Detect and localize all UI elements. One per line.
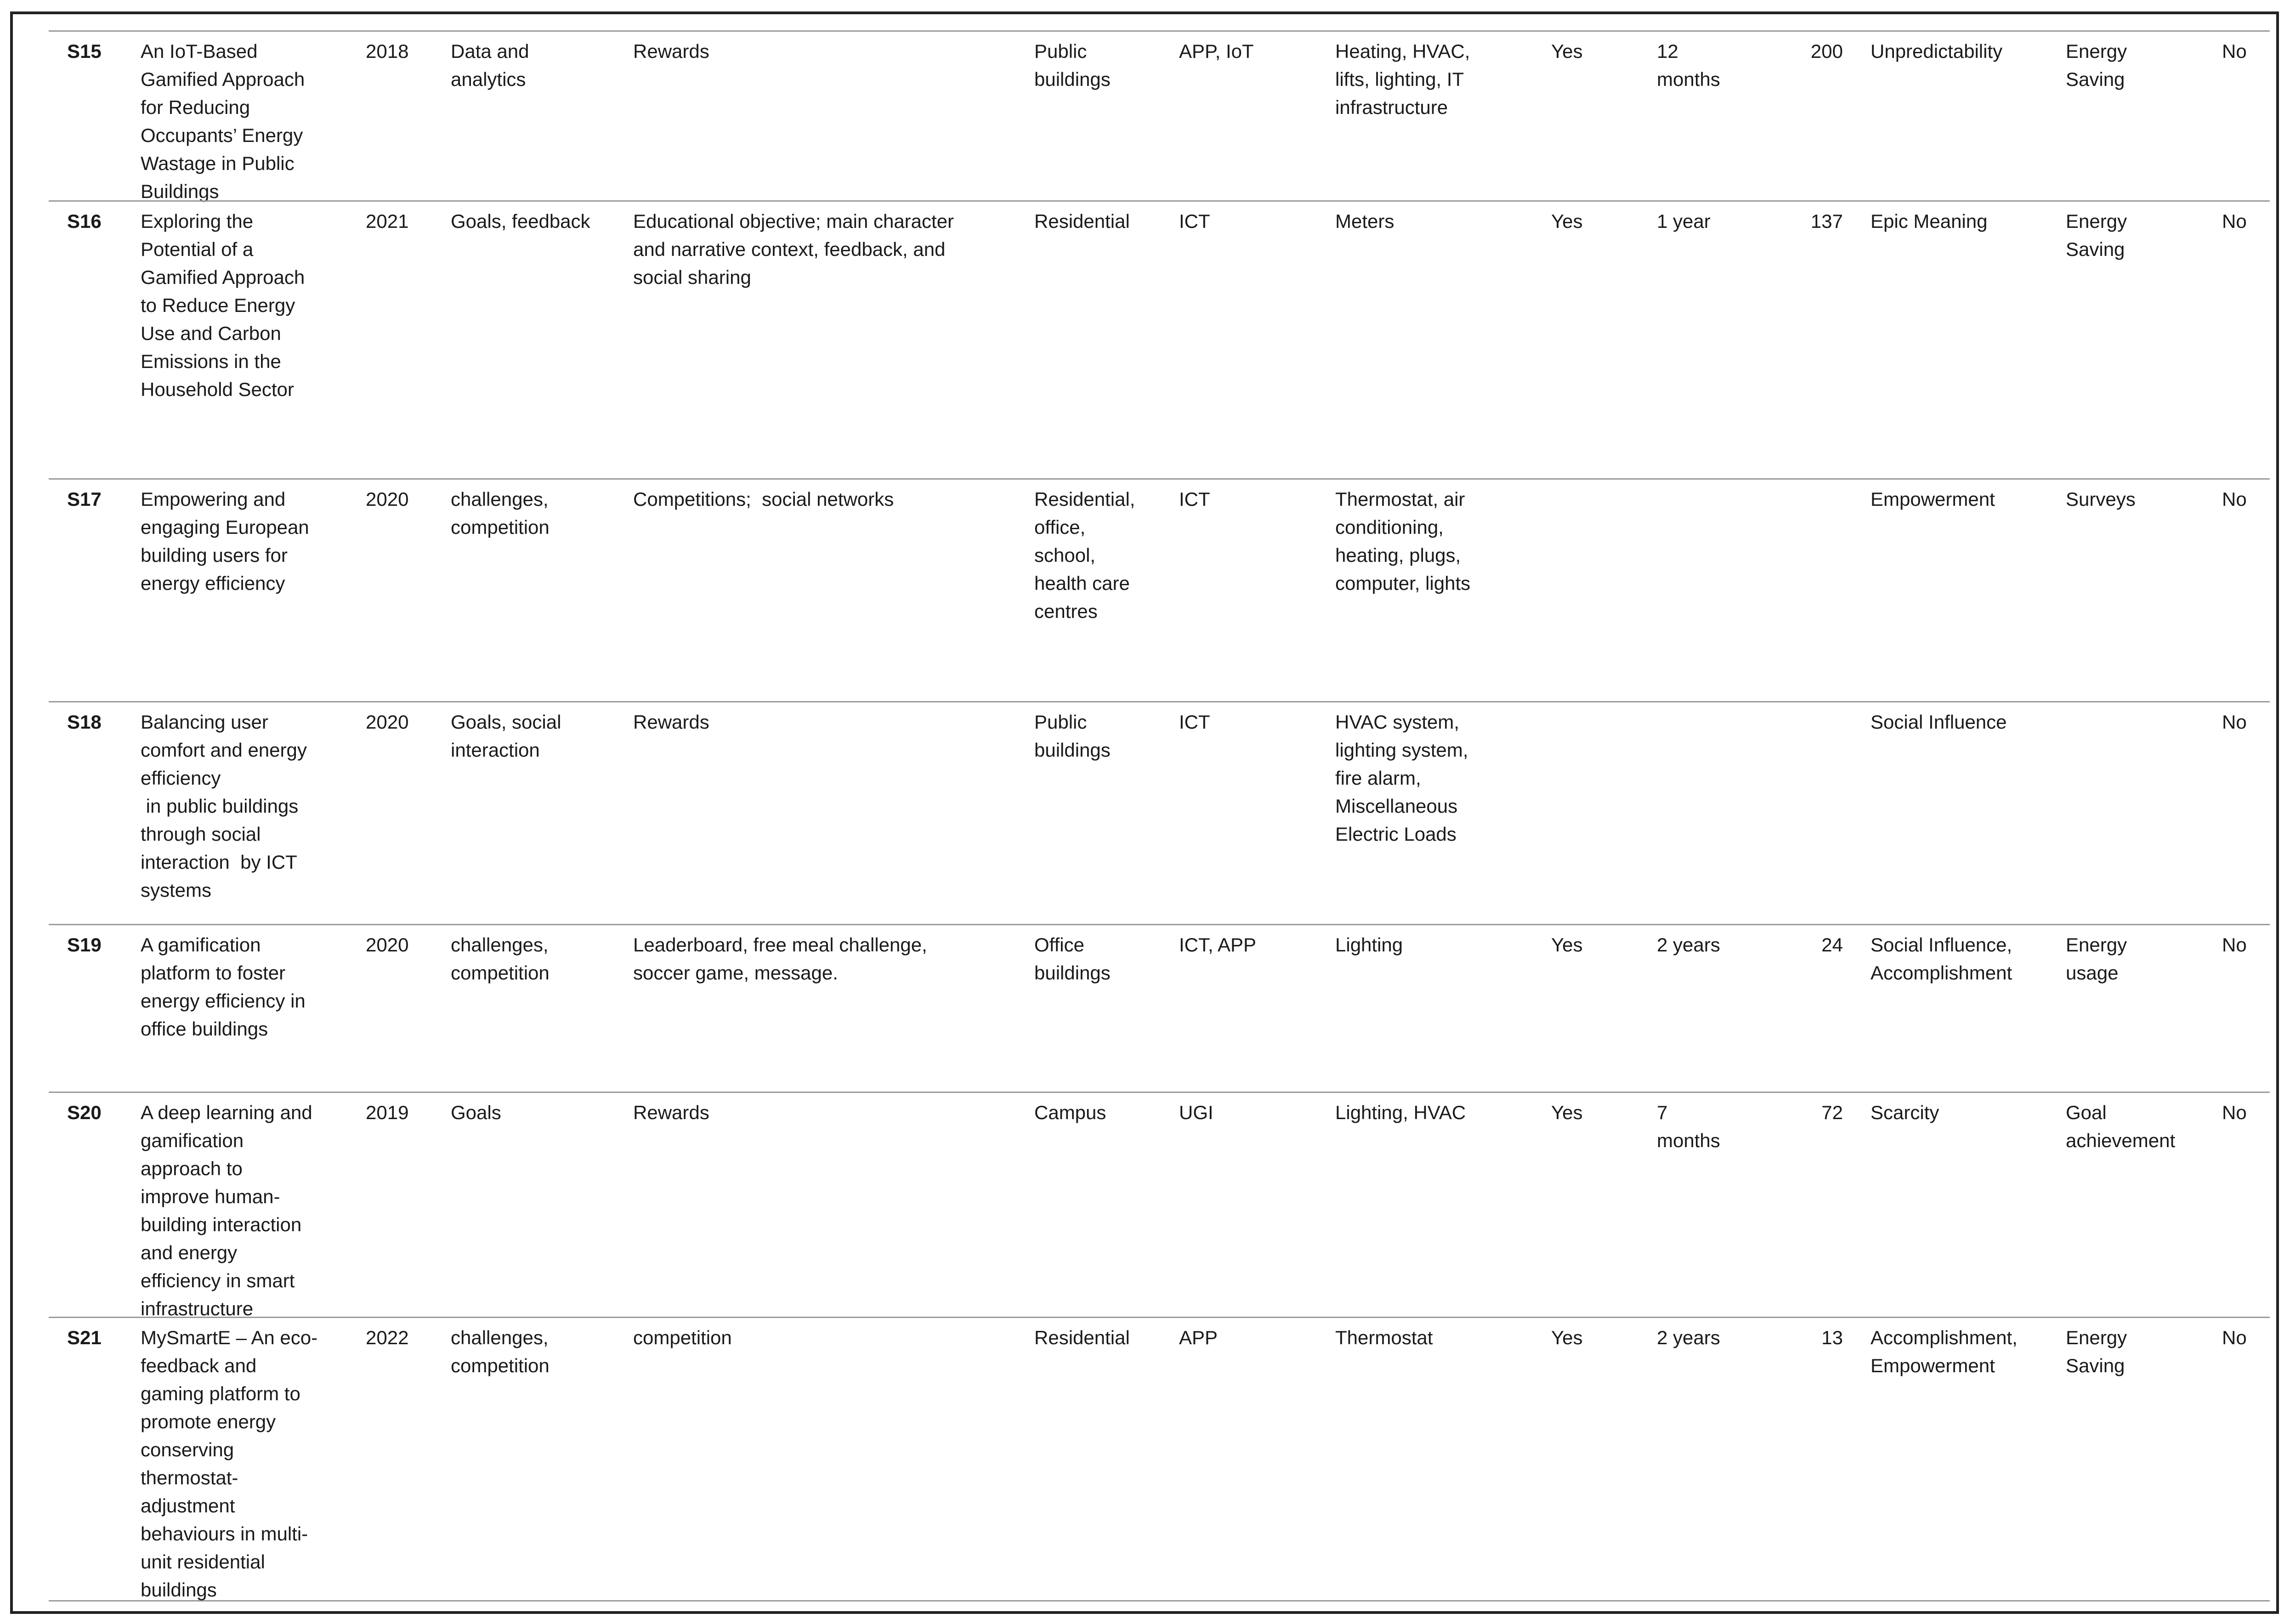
- building-systems: [1335, 931, 1519, 959]
- building-systems-line: HVAC system,: [1335, 711, 1459, 733]
- table-row: [49, 1317, 2270, 1601]
- game-elements: [451, 931, 625, 987]
- game-mechanics: [633, 485, 1001, 513]
- building-sector-line: Public: [1034, 40, 1087, 62]
- technology-line: UGI: [1179, 1102, 1213, 1123]
- field-study: Yes: [1551, 1327, 1583, 1348]
- evaluation-metric: [2066, 931, 2217, 987]
- field-study: Yes: [1551, 934, 1583, 956]
- core-drive: [1871, 485, 2054, 513]
- game-elements: [451, 485, 625, 541]
- study-title-line: infrastructure: [141, 1298, 254, 1319]
- building-systems-line: heating, plugs,: [1335, 544, 1461, 566]
- game-mechanics-line: Leaderboard, free meal challenge,: [633, 934, 927, 956]
- table-frame: [10, 11, 2279, 1614]
- study-title-line: Occupants’ Energy: [141, 124, 303, 146]
- core-drive-line: Empowerment: [1871, 1355, 1995, 1376]
- study-duration-line: 1 year: [1657, 210, 1711, 232]
- study-title-line: building users for: [141, 544, 288, 566]
- game-mechanics-line: soccer game, message.: [633, 962, 838, 984]
- game-mechanics-line: Rewards: [633, 711, 709, 733]
- building-sector-line: buildings: [1034, 962, 1111, 984]
- game-elements-line: challenges,: [451, 488, 549, 510]
- study-title: [141, 708, 334, 904]
- field-study: Yes: [1551, 40, 1583, 62]
- study-title-line: Balancing user: [141, 711, 268, 733]
- study-id: S15: [67, 40, 102, 62]
- study-duration-line: months: [1657, 1130, 1720, 1151]
- participants-count: 200: [1810, 40, 1843, 62]
- study-title-line: systems: [141, 879, 212, 901]
- evaluation-metric: [2066, 485, 2217, 513]
- building-systems-line: Thermostat: [1335, 1327, 1433, 1348]
- study-title-line: Buildings: [141, 181, 219, 202]
- study-title-line: approach to: [141, 1158, 243, 1179]
- building-sector-line: Office: [1034, 934, 1084, 956]
- building-sector-line: buildings: [1034, 68, 1111, 90]
- core-drive: [1871, 708, 2054, 736]
- evaluation-metric-line: Energy: [2066, 210, 2127, 232]
- last-column-value: No: [2222, 934, 2247, 956]
- building-systems-line: lighting system,: [1335, 739, 1468, 761]
- participants-count: 72: [1821, 1102, 1843, 1123]
- study-year: 2022: [366, 1327, 409, 1348]
- building-systems-line: fire alarm,: [1335, 767, 1421, 789]
- study-title: [141, 1098, 334, 1323]
- game-elements-line: Goals, feedback: [451, 210, 590, 232]
- core-drive-line: Scarcity: [1871, 1102, 1939, 1123]
- study-title-line: energy efficiency in: [141, 990, 306, 1012]
- technology-line: ICT, APP: [1179, 934, 1257, 956]
- game-elements-line: challenges,: [451, 1327, 549, 1348]
- technology: [1179, 207, 1317, 235]
- core-drive-line: Epic Meaning: [1871, 210, 1988, 232]
- study-title-line: A deep learning and: [141, 1102, 312, 1123]
- last-column-value: No: [2222, 210, 2247, 232]
- table-row: [49, 924, 2270, 1092]
- building-sector: [1034, 37, 1154, 93]
- study-title: [141, 1324, 334, 1604]
- study-title-line: building interaction: [141, 1214, 302, 1235]
- game-mechanics-line: and narrative context, feedback, and: [633, 238, 946, 260]
- participants-count: 137: [1810, 210, 1843, 232]
- game-elements-line: challenges,: [451, 934, 549, 956]
- game-elements-line: Data and: [451, 40, 529, 62]
- technology: [1179, 1324, 1317, 1352]
- game-elements-line: competition: [451, 962, 550, 984]
- building-systems-line: Electric Loads: [1335, 823, 1457, 845]
- study-title-line: in public buildings: [141, 795, 299, 817]
- evaluation-metric: [2066, 1324, 2217, 1380]
- study-duration: [1657, 1098, 1758, 1154]
- study-title-line: gaming platform to: [141, 1383, 300, 1404]
- building-systems-line: Heating, HVAC,: [1335, 40, 1470, 62]
- evaluation-metric: [2066, 207, 2217, 263]
- study-title-line: to Reduce Energy: [141, 294, 295, 316]
- study-title-line: feedback and: [141, 1355, 257, 1376]
- game-mechanics-line: competition: [633, 1327, 732, 1348]
- game-elements-line: Goals: [451, 1102, 501, 1123]
- study-title-line: platform to foster: [141, 962, 286, 984]
- building-systems-line: Miscellaneous: [1335, 795, 1458, 817]
- game-mechanics: [633, 1098, 1001, 1126]
- building-sector-line: Residential,: [1034, 488, 1135, 510]
- table-row: [49, 478, 2270, 701]
- technology: [1179, 1098, 1317, 1126]
- study-year: 2020: [366, 711, 409, 733]
- participants-count: 24: [1821, 934, 1843, 956]
- technology-line: APP, IoT: [1179, 40, 1254, 62]
- study-year: 2018: [366, 40, 409, 62]
- study-duration-line: 7: [1657, 1102, 1668, 1123]
- building-sector-line: Campus: [1034, 1102, 1106, 1123]
- building-sector: [1034, 1098, 1154, 1126]
- field-study: Yes: [1551, 210, 1583, 232]
- core-drive: [1871, 1324, 2054, 1380]
- game-elements: [451, 207, 625, 235]
- building-sector: [1034, 207, 1154, 235]
- game-mechanics-line: Rewards: [633, 1102, 709, 1123]
- core-drive-line: Social Influence,: [1871, 934, 2012, 956]
- building-sector-line: health care: [1034, 572, 1130, 594]
- study-title-line: thermostat-: [141, 1467, 238, 1488]
- study-title: [141, 931, 334, 1043]
- building-sector: [1034, 1324, 1154, 1352]
- game-mechanics: [633, 37, 1001, 65]
- study-title-line: comfort and energy: [141, 739, 307, 761]
- study-title-line: efficiency in smart: [141, 1270, 295, 1291]
- participants-count: 13: [1821, 1327, 1843, 1348]
- study-title-line: Potential of a: [141, 238, 254, 260]
- core-drive: [1871, 931, 2054, 987]
- study-title-line: improve human-: [141, 1186, 280, 1207]
- building-systems-line: lifts, lighting, IT: [1335, 68, 1464, 90]
- study-title-line: Household Sector: [141, 379, 294, 400]
- game-elements-line: competition: [451, 1355, 550, 1376]
- study-title-line: energy efficiency: [141, 572, 285, 594]
- building-sector-line: centres: [1034, 600, 1098, 622]
- evaluation-metric-line: achievement: [2066, 1130, 2176, 1151]
- evaluation-metric-line: Surveys: [2066, 488, 2136, 510]
- study-title-line: A gamification: [141, 934, 261, 956]
- building-sector: [1034, 708, 1154, 764]
- study-title-line: engaging European: [141, 516, 309, 538]
- building-sector: [1034, 485, 1154, 625]
- study-title-line: through social: [141, 823, 261, 845]
- study-title-line: unit residential: [141, 1551, 265, 1573]
- evaluation-metric-line: Energy: [2066, 934, 2127, 956]
- core-drive-line: Social Influence: [1871, 711, 2007, 733]
- evaluation-metric-line: Goal: [2066, 1102, 2107, 1123]
- game-elements: [451, 708, 625, 764]
- study-title-line: Gamified Approach: [141, 68, 305, 90]
- evaluation-metric-line: usage: [2066, 962, 2119, 984]
- last-column-value: No: [2222, 1327, 2247, 1348]
- technology-line: ICT: [1179, 210, 1210, 232]
- technology: [1179, 485, 1317, 513]
- study-title-line: conserving: [141, 1439, 234, 1460]
- study-title-line: efficiency: [141, 767, 221, 789]
- building-systems-line: Thermostat, air: [1335, 488, 1465, 510]
- building-systems: [1335, 1098, 1519, 1126]
- building-systems: [1335, 1324, 1519, 1352]
- building-systems: [1335, 37, 1519, 121]
- core-drive-line: Accomplishment,: [1871, 1327, 2018, 1348]
- study-title: [141, 37, 334, 205]
- study-title-line: behaviours in multi-: [141, 1523, 308, 1545]
- study-title-line: Empowering and: [141, 488, 286, 510]
- game-mechanics: [633, 1324, 1001, 1352]
- evaluation-metric-line: Saving: [2066, 1355, 2125, 1376]
- study-title: [141, 207, 334, 403]
- last-column-value: No: [2222, 40, 2247, 62]
- study-title-line: office buildings: [141, 1018, 268, 1040]
- building-systems-line: Lighting: [1335, 934, 1403, 956]
- game-mechanics: [633, 207, 1001, 291]
- game-mechanics-line: Educational objective; main character: [633, 210, 954, 232]
- table-row: [49, 1092, 2270, 1317]
- study-id: S17: [67, 488, 102, 510]
- study-duration-line: months: [1657, 68, 1720, 90]
- game-elements: [451, 1098, 625, 1126]
- study-id: S21: [67, 1327, 102, 1348]
- game-elements-line: interaction: [451, 739, 540, 761]
- building-systems: [1335, 207, 1519, 235]
- building-sector-line: buildings: [1034, 739, 1111, 761]
- evaluation-metric-line: Energy: [2066, 40, 2127, 62]
- study-year: 2019: [366, 1102, 409, 1123]
- study-title-line: Exploring the: [141, 210, 254, 232]
- study-title-line: Gamified Approach: [141, 266, 305, 288]
- study-year: 2020: [366, 488, 409, 510]
- building-systems-line: conditioning,: [1335, 516, 1444, 538]
- study-title-line: for Reducing: [141, 96, 250, 118]
- last-column-value: No: [2222, 1102, 2247, 1123]
- study-title-line: gamification: [141, 1130, 244, 1151]
- technology: [1179, 931, 1317, 959]
- game-elements: [451, 1324, 625, 1380]
- building-sector-line: school,: [1034, 544, 1096, 566]
- building-sector-line: Residential: [1034, 1327, 1130, 1348]
- field-study: Yes: [1551, 1102, 1583, 1123]
- study-year: 2021: [366, 210, 409, 232]
- building-systems-line: infrastructure: [1335, 96, 1448, 118]
- evaluation-metric: [2066, 37, 2217, 93]
- game-mechanics: [633, 708, 1001, 736]
- core-drive: [1871, 37, 2054, 65]
- game-mechanics: [633, 931, 1001, 987]
- game-mechanics-line: Rewards: [633, 40, 709, 62]
- technology-line: ICT: [1179, 488, 1210, 510]
- game-elements: [451, 37, 625, 93]
- game-mechanics-line: social sharing: [633, 266, 751, 288]
- building-sector-line: office,: [1034, 516, 1086, 538]
- technology-line: ICT: [1179, 711, 1210, 733]
- core-drive-line: Accomplishment: [1871, 962, 2012, 984]
- building-systems: [1335, 485, 1519, 597]
- last-column-value: No: [2222, 711, 2247, 733]
- study-duration: [1657, 1324, 1758, 1352]
- core-drive: [1871, 207, 2054, 235]
- study-id: S20: [67, 1102, 102, 1123]
- study-duration-line: 2 years: [1657, 934, 1720, 956]
- evaluation-metric-line: Saving: [2066, 238, 2125, 260]
- game-mechanics-line: Competitions; social networks: [633, 488, 894, 510]
- study-title-line: An IoT-Based: [141, 40, 258, 62]
- game-elements-line: competition: [451, 516, 550, 538]
- evaluation-metric: [2066, 1098, 2217, 1154]
- study-title-line: promote energy: [141, 1411, 276, 1432]
- study-title-line: and energy: [141, 1242, 238, 1263]
- building-sector-line: Residential: [1034, 210, 1130, 232]
- study-duration-line: 12: [1657, 40, 1678, 62]
- building-sector: [1034, 931, 1154, 987]
- study-duration: [1657, 207, 1758, 235]
- study-title-line: Use and Carbon: [141, 323, 281, 344]
- game-elements-line: Goals, social: [451, 711, 561, 733]
- core-drive-line: Unpredictability: [1871, 40, 2003, 62]
- evaluation-metric-line: Saving: [2066, 68, 2125, 90]
- building-systems-line: Lighting, HVAC: [1335, 1102, 1466, 1123]
- core-drive: [1871, 1098, 2054, 1126]
- table-row: [49, 701, 2270, 924]
- last-column-value: No: [2222, 488, 2247, 510]
- table-body: [13, 14, 2276, 1611]
- study-title-line: adjustment: [141, 1495, 235, 1516]
- study-title-line: interaction by ICT: [141, 851, 297, 873]
- technology: [1179, 37, 1317, 65]
- building-systems: [1335, 708, 1519, 848]
- evaluation-metric-line: Energy: [2066, 1327, 2127, 1348]
- study-title-line: Wastage in Public: [141, 153, 295, 174]
- table-row: [49, 30, 2270, 200]
- technology: [1179, 708, 1317, 736]
- study-title-line: buildings: [141, 1579, 217, 1601]
- building-sector-line: Public: [1034, 711, 1087, 733]
- building-systems-line: computer, lights: [1335, 572, 1471, 594]
- study-year: 2020: [366, 934, 409, 956]
- game-elements-line: analytics: [451, 68, 526, 90]
- table-row: [49, 200, 2270, 478]
- building-systems-line: Meters: [1335, 210, 1394, 232]
- study-id: S16: [67, 210, 102, 232]
- study-title-line: MySmartE – An eco-: [141, 1327, 318, 1348]
- technology-line: APP: [1179, 1327, 1218, 1348]
- core-drive-line: Empowerment: [1871, 488, 1995, 510]
- study-duration: [1657, 931, 1758, 959]
- study-title: [141, 485, 334, 597]
- study-duration: [1657, 37, 1758, 93]
- study-id: S19: [67, 934, 102, 956]
- study-duration-line: 2 years: [1657, 1327, 1720, 1348]
- study-id: S18: [67, 711, 102, 733]
- study-title-line: Emissions in the: [141, 351, 281, 372]
